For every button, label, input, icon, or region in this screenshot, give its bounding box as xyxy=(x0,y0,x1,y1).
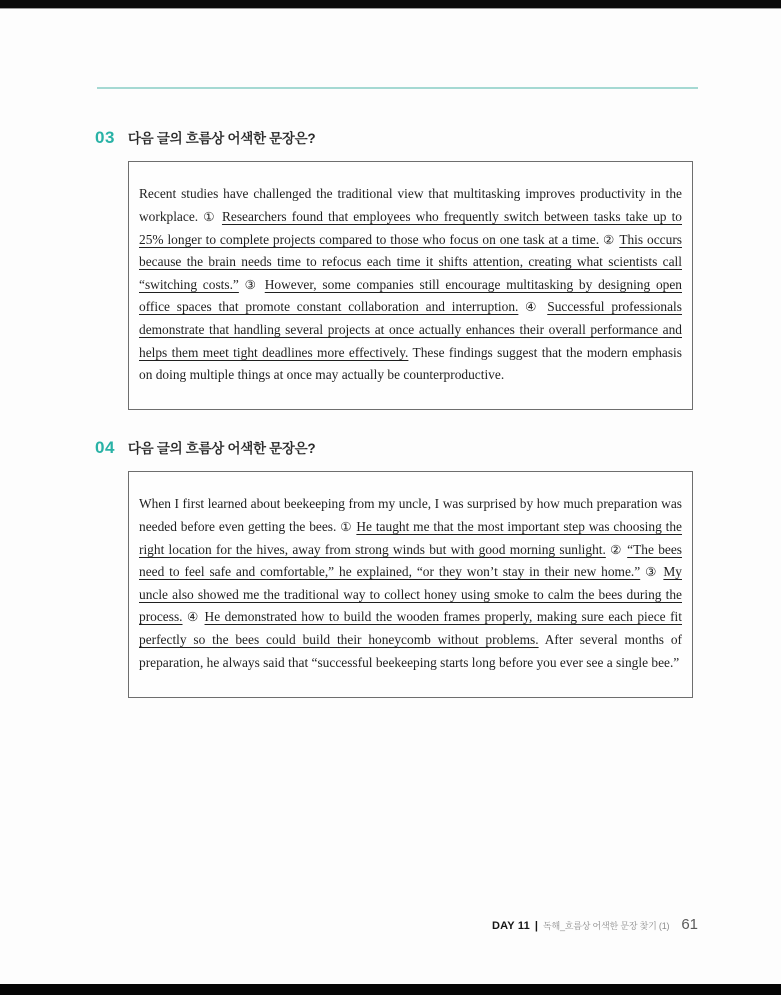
circled-number-marker: ④ xyxy=(187,609,205,625)
bottom-scan-bar xyxy=(0,984,781,995)
question-04 xyxy=(95,437,698,698)
footer-day-label: DAY 11 xyxy=(491,920,530,932)
question-prompt: 다음 글의 흐름상 어색한 문장은? xyxy=(127,131,316,146)
question-04-header xyxy=(95,437,698,458)
underlined-sentence: “The bees need to feel safe and comfortable,” he explained, “or they won’t stay in their new home.” xyxy=(139,541,682,580)
circled-number-marker: ③ xyxy=(645,564,664,580)
question-prompt: 다음 글의 흐름상 어색한 문장은? xyxy=(127,441,316,456)
question-number: 03 xyxy=(95,128,115,147)
circled-number-marker: ③ xyxy=(244,276,265,292)
plain-sentence: Recent studies have challenged the traditional view that multitasking improves productivity in the workplace. xyxy=(139,186,682,224)
footer-section-label: 독해_흐름상 어색한 문장 찾기 (1) xyxy=(542,921,670,931)
plain-sentence: After several months of preparation, he always said that “successful beekeeping starts long before you ever see a single bee.” xyxy=(139,631,682,670)
footer-page-number: 61 xyxy=(681,916,698,933)
question-03-header xyxy=(95,127,698,148)
underlined-sentence: My uncle also showed me the traditional way to collect honey using smoke to calm the bees during the process. xyxy=(139,564,682,625)
plain-sentence: When I first learned about beekeeping from my uncle, I was surprised by how much preparation was needed before even getting the bees. xyxy=(139,496,682,534)
question-03 xyxy=(95,127,698,410)
circled-number-marker: ② xyxy=(610,541,628,557)
circled-number-marker: ④ xyxy=(525,299,548,315)
question-number: 04 xyxy=(95,438,115,457)
passage-text-03 xyxy=(139,183,682,386)
circled-number-marker: ① xyxy=(203,208,222,224)
page-footer xyxy=(492,916,698,933)
passage-box xyxy=(128,471,693,698)
underlined-sentence: He demonstrated how to build the wooden frames properly, making sure each piece fit perfectly so the bees could build their honeycomb without problems. xyxy=(139,609,682,647)
passage-box xyxy=(128,161,693,410)
underlined-sentence: Researchers found that employees who frequently switch between tasks take up to 25% longer to complete projects compared to those who focus on one task at a time. xyxy=(139,208,682,247)
top-scan-bar xyxy=(0,0,781,9)
header-divider-rule xyxy=(97,87,698,89)
footer-separator: | xyxy=(534,920,538,932)
plain-sentence: These findings suggest that the modern emphasis on doing multiple things at once may actually be counterproductive. xyxy=(139,344,682,383)
underlined-sentence: This occurs because the brain needs time to refocus each time it shifts attention, creating what scientists call “switching costs.” xyxy=(139,231,682,292)
passage-text-04 xyxy=(139,493,682,674)
underlined-sentence: He taught me that the most important step was choosing the right location for the hives, away from strong winds but with good morning sunlight. xyxy=(139,518,682,557)
circled-number-marker: ② xyxy=(602,231,620,247)
underlined-sentence: However, some companies still encourage multitasking by designing open office spaces that promote constant collaboration and interruption. xyxy=(139,276,682,315)
underlined-sentence: Successful professionals demonstrate that handling several projects at once actually enhances their overall performance and helps them meet tight deadlines more effectively. xyxy=(139,299,682,360)
circled-number-marker: ① xyxy=(340,518,357,534)
